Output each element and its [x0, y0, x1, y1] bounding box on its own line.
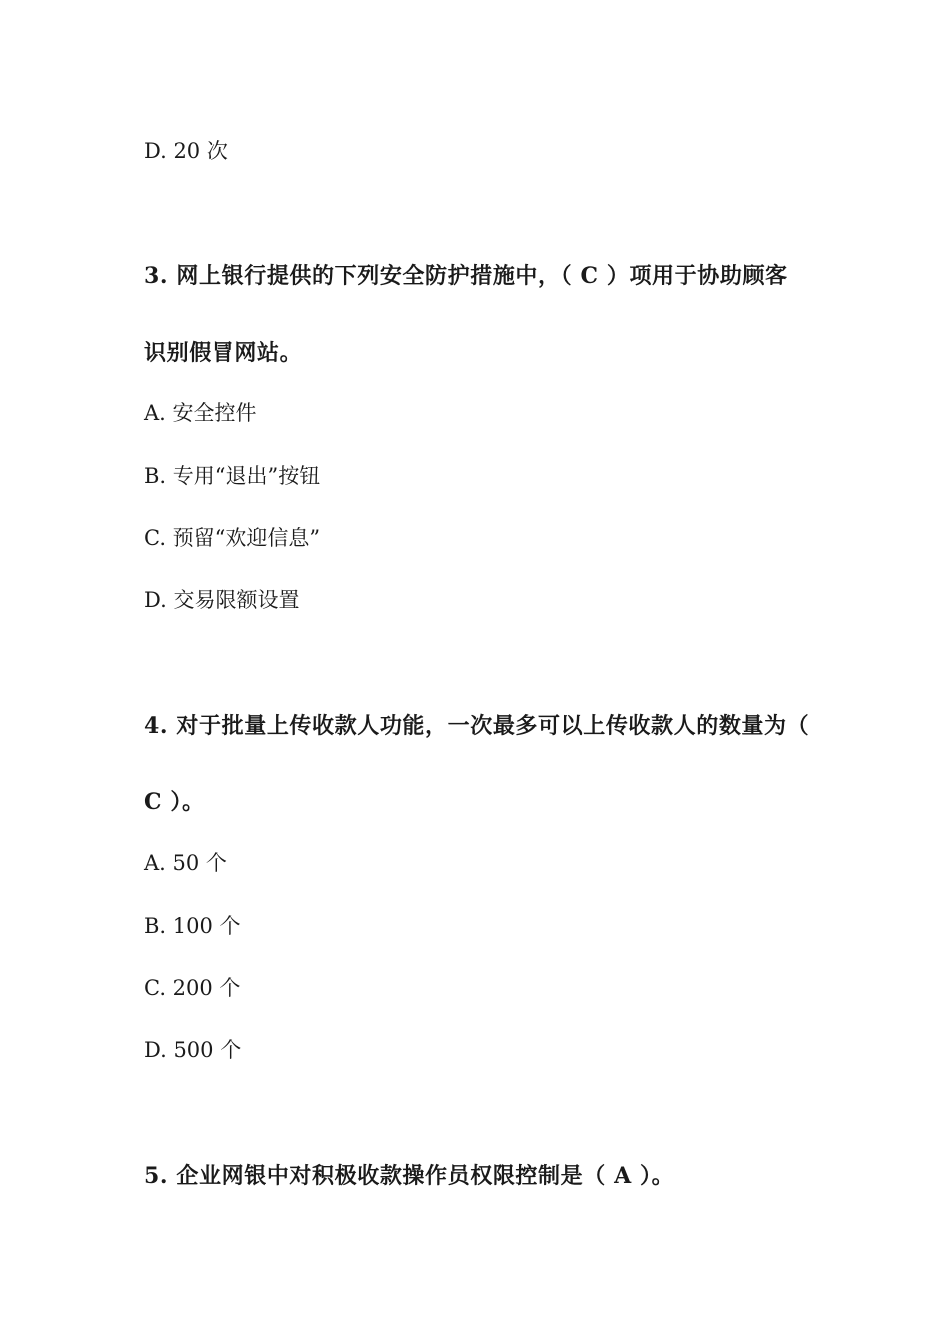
question-4-text-line-2: C ）。 — [144, 789, 205, 815]
question-4-option-b: B. 100 个 — [144, 914, 241, 938]
question-4-option-c: C. 200 个 — [144, 976, 241, 1000]
question-5-text-line-1: 5. 企业网银中对积极收款操作员权限控制是（ A ）。 — [144, 1163, 675, 1189]
option-d-prev-question: D. 20 次 — [144, 139, 228, 163]
question-3-text-line-1: 3. 网上银行提供的下列安全防护措施中，（ C ）项用于协助顾客 — [144, 263, 788, 289]
question-4-text-line-1: 4. 对于批量上传收款人功能，一次最多可以上传收款人的数量为（ — [144, 713, 810, 739]
question-3-option-c: C. 预留“欢迎信息” — [144, 526, 321, 550]
question-3-option-a: A. 安全控件 — [144, 401, 257, 425]
question-3-option-b: B. 专用“退出”按钮 — [144, 464, 321, 488]
question-4-option-d: D. 500 个 — [144, 1038, 242, 1062]
question-4-option-a: A. 50 个 — [144, 851, 227, 875]
question-3-text-line-2: 识别假冒网站。 — [144, 340, 303, 366]
question-3-option-d: D. 交易限额设置 — [144, 588, 300, 612]
